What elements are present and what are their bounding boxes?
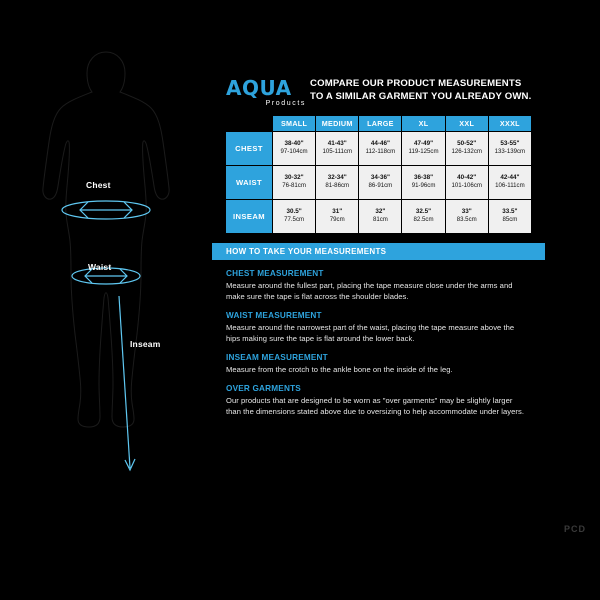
table-row [226,200,532,234]
howto-overgarments-title: OVER GARMENTS [226,384,301,393]
headline-text: COMPARE OUR PRODUCT MEASUREMENTS TO A SIMILAR GARMENT YOU ALREADY OWN. [310,78,532,102]
howto-chest-title: CHEST MEASUREMENT [226,269,324,278]
cell-waist-small [273,166,316,200]
cell-value-inches: 32-34" [327,174,347,182]
column-header-small: SMALL [273,116,316,132]
row-header-waist: WAIST [226,166,273,200]
cell-value-inches: 30.5" [286,208,302,216]
human-body-silhouette-icon [18,48,194,548]
cell-value-cm: 91-96cm [411,182,436,190]
cell-chest-xxl [445,132,488,166]
cell-chest-small [273,132,316,166]
chest-label: Chest [86,180,111,190]
cell-value-cm: 112-118cm [365,148,396,156]
cell-value-inches: 33.5" [502,208,518,216]
cell-value-inches: 32.5" [415,208,432,216]
cell-waist-large [359,166,402,200]
cell-value-inches: 30-32" [284,174,304,182]
column-header-xxxl: XXXL [488,116,531,132]
cell-value-inches: 53-55" [500,140,520,148]
brand-subtitle: Products [265,100,306,107]
cell-inseam-xxl [445,200,488,234]
howto-overgarments-body: Our products that are designed to be worn as "over garments" may be slightly larger than the dimensions stated above due to oversizing to help accommodate under layers. [226,396,525,416]
cell-value-inches: 42-44" [500,174,520,182]
measurements-table [225,115,532,234]
cell-inseam-small [273,200,316,234]
howto-waist-title: WAIST MEASUREMENT [226,311,322,320]
cell-value-cm: 101-106cm [451,182,482,190]
cell-value-inches: 44-46" [370,140,390,148]
howto-chest-section [212,269,545,302]
cell-value-inches: 36-38" [414,174,434,182]
cell-value-cm: 105-111cm [322,148,353,156]
table-row [226,132,532,166]
size-chart-panel [212,60,545,538]
cell-value-inches: 32" [375,208,386,216]
cell-chest-large [359,132,402,166]
cell-waist-xxl [445,166,488,200]
cell-value-inches: 40-42" [457,174,477,182]
table-row [226,166,532,200]
cell-chest-xl [402,132,445,166]
cell-value-cm: 77.5cm [284,216,305,224]
cell-inseam-medium [316,200,359,234]
cell-value-cm: 81-86cm [325,182,350,190]
cell-waist-xl [402,166,445,200]
cell-waist-medium [316,166,359,200]
brand-name: AQUA [226,76,292,100]
cell-chest-xxxl [488,132,531,166]
cell-value-cm: 106-111cm [495,182,525,190]
cell-waist-xxxl [488,166,531,200]
howto-section-bar: HOW TO TAKE YOUR MEASUREMENTS [212,243,545,260]
cell-value-cm: 81cm [372,216,388,224]
cell-value-inches: 38-40" [284,140,304,148]
howto-inseam-section [212,353,545,375]
cell-value-cm: 83.5cm [456,216,477,224]
cell-value-cm: 97-104cm [280,148,308,156]
brand-logo [226,76,310,107]
table-header-row [226,116,532,132]
howto-waist-section [212,311,545,344]
cell-value-cm: 79cm [329,216,345,224]
howto-inseam-title: INSEAM MEASUREMENT [226,353,328,362]
column-header-xl: XL [402,116,445,132]
column-header-medium: MEDIUM [316,116,359,132]
cell-inseam-xl [402,200,445,234]
howto-inseam-body: Measure from the crotch to the ankle bone on the inside of the leg. [226,365,453,374]
column-header-xxl: XXL [445,116,488,132]
watermark-text: PCD [563,524,586,534]
body-figure-panel [0,0,212,600]
cell-inseam-large [359,200,402,234]
panel-header [212,60,545,113]
howto-chest-body: Measure around the fullest part, placing the tape measure close under the arms and make sure the tape is flat across the shoulder blades. [226,281,513,301]
waist-label: Waist [88,262,112,272]
cell-value-cm: 76-81cm [282,182,306,190]
cell-value-cm: 133-139cm [494,148,526,156]
cell-value-inches: 33" [461,208,472,216]
howto-waist-body: Measure around the narrowest part of the waist, placing the tape measure above the hips making sure the tape is flat around the lower back. [226,323,515,343]
cell-value-inches: 47-49" [414,140,434,148]
cell-value-cm: 86-91cm [368,182,393,190]
cell-value-inches: 31" [332,208,343,216]
inseam-label: Inseam [130,339,161,349]
howto-overgarments-section [212,384,545,417]
cell-value-cm: 85cm [502,216,518,224]
cell-value-inches: 34-36" [370,174,390,182]
cell-value-cm: 126-132cm [451,148,482,156]
column-header-large: LARGE [359,116,402,132]
cell-value-cm: 119-125cm [408,148,439,156]
cell-value-cm: 82.5cm [413,216,434,224]
table-corner-cell [226,116,273,132]
row-header-inseam: INSEAM [226,200,273,234]
row-header-chest: CHEST [226,132,273,166]
cell-value-inches: 41-43" [327,140,347,148]
cell-chest-medium [316,132,359,166]
cell-inseam-xxxl [488,200,531,234]
cell-value-inches: 50-52" [457,140,477,148]
